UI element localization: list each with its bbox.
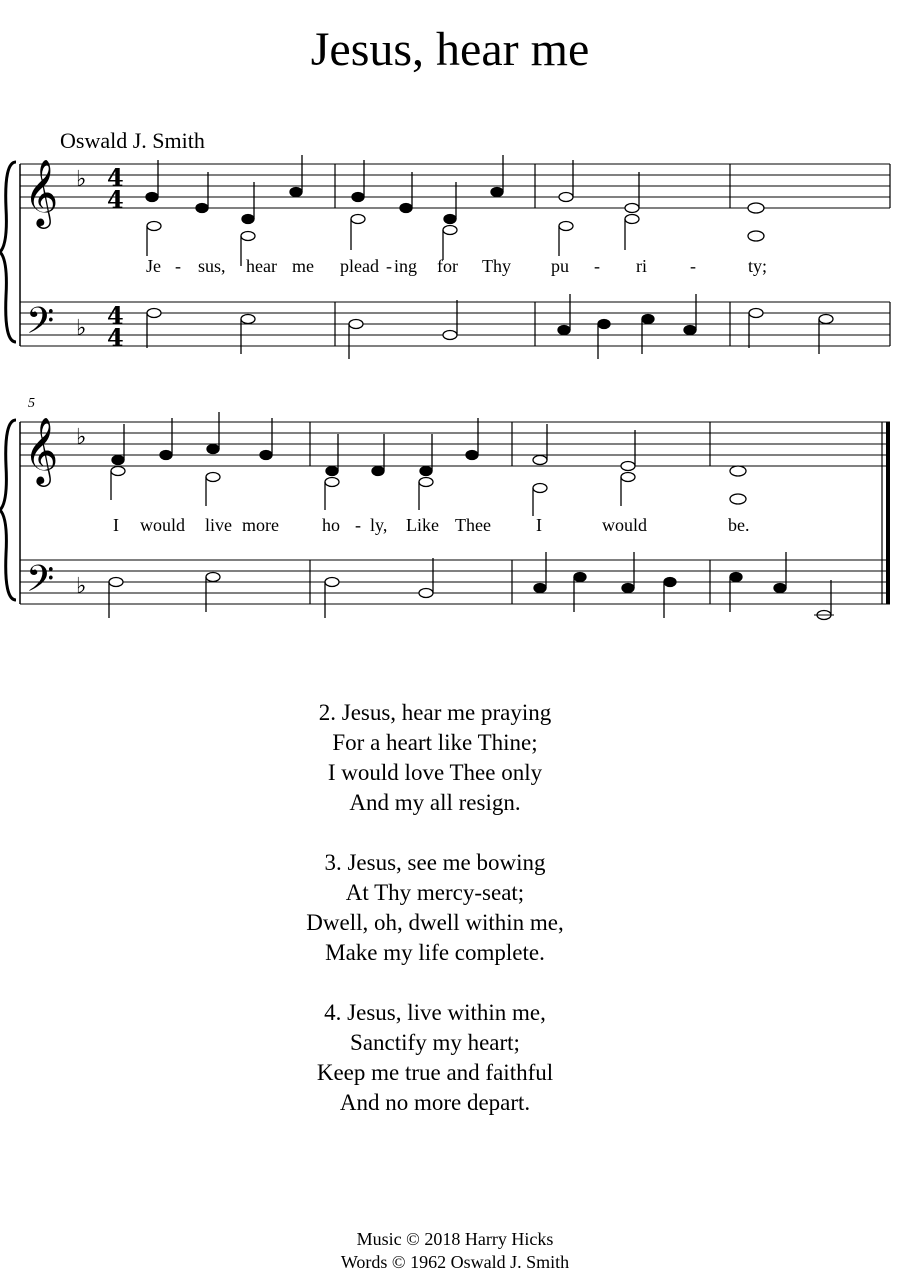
lyric-hyphen: - <box>386 256 392 276</box>
lyric-syllable: ri <box>636 256 647 276</box>
lyricist-credit: Oswald J. Smith <box>60 128 205 153</box>
bass-clef-icon: 𝄢 <box>26 558 55 609</box>
lyric-syllable: me <box>292 256 314 276</box>
lyric-syllable: Thee <box>455 515 491 535</box>
verse-line: Make my life complete. <box>325 940 545 965</box>
bass-notes <box>109 552 834 620</box>
verse-line: For a heart like Thine; <box>332 730 538 755</box>
lyric-syllable: ho <box>322 515 340 535</box>
lyric-syllable: more <box>242 515 279 535</box>
time-signature <box>107 163 124 352</box>
system-2 <box>0 412 890 620</box>
lyric-hyphen: - <box>594 256 600 276</box>
lyric-syllable: for <box>437 256 458 276</box>
treble-clef-icon: 𝄞 <box>24 158 59 226</box>
copyright-credits <box>0 1228 900 1274</box>
svg-text:4: 4 <box>107 301 124 330</box>
verse-line: 3. Jesus, see me bowing <box>324 850 546 875</box>
flat-icon: ♭ <box>76 425 87 450</box>
music-credit: Music © 2018 Harry Hicks <box>356 1229 554 1249</box>
lyric-syllable: sus, <box>198 256 226 276</box>
svg-text:4: 4 <box>107 163 124 192</box>
lyric-syllable: live <box>205 515 232 535</box>
lyric-hyphen: - <box>690 256 696 276</box>
bass-clef-icon: 𝄢 <box>26 300 55 351</box>
lyric-syllable: ing <box>394 256 418 276</box>
lyric-syllable: would <box>602 515 647 535</box>
svg-text:4: 4 <box>107 185 124 214</box>
system-1 <box>0 155 890 359</box>
verse-line: And no more depart. <box>339 1090 531 1115</box>
verse-line: Keep me true and faithful <box>316 1060 554 1085</box>
verse-line: 4. Jesus, live within me, <box>324 1000 546 1025</box>
lyric-syllable: ty; <box>748 256 768 276</box>
verse-2 <box>0 698 870 818</box>
verse-line: 2. Jesus, hear me praying <box>318 700 552 725</box>
bass-staff <box>20 560 890 604</box>
lyric-syllable: Like <box>406 515 439 535</box>
verse-3 <box>0 848 870 968</box>
lyric-syllable: would <box>140 515 185 535</box>
verses <box>0 698 870 1148</box>
song-title: Jesus, hear me <box>310 23 590 76</box>
barlines <box>335 164 890 346</box>
barlines <box>310 422 882 604</box>
brace <box>0 162 16 342</box>
lyric-syllable: Thy <box>482 256 511 276</box>
lyric-hyphen: - <box>175 256 181 276</box>
verse-line: Sanctify my heart; <box>350 1030 520 1055</box>
treble-notes <box>146 155 764 266</box>
verse-line: And my all resign. <box>349 790 521 815</box>
flat-icon: ♭ <box>76 167 87 192</box>
verse-4 <box>0 998 870 1118</box>
flat-icon: ♭ <box>76 574 87 599</box>
lyric-syllable: I <box>536 515 542 535</box>
verse-line: I would love Thee only <box>327 760 543 785</box>
lyric-syllable: Je <box>146 256 161 276</box>
svg-text:4: 4 <box>107 323 124 352</box>
verse-line: At Thy mercy-seat; <box>345 880 525 905</box>
lyric-hyphen: - <box>355 515 361 535</box>
lyric-syllable: I <box>113 515 119 535</box>
treble-clef-icon: 𝄞 <box>24 416 59 484</box>
words-credit: Words © 1962 Oswald J. Smith <box>340 1252 570 1272</box>
lyric-syllable: pu <box>551 256 569 276</box>
treble-notes <box>111 412 746 516</box>
lyrics-line-2 <box>113 515 750 535</box>
lyric-syllable: plead <box>340 256 379 276</box>
final-barline <box>886 422 890 604</box>
measure-number: 5 <box>28 396 35 411</box>
lyrics-line-1 <box>146 256 767 276</box>
lyric-syllable: hear <box>246 256 277 276</box>
brace <box>0 420 16 600</box>
lyric-syllable: be. <box>728 515 750 535</box>
verse-line: Dwell, oh, dwell within me, <box>306 910 564 935</box>
treble-staff <box>20 422 890 466</box>
flat-icon: ♭ <box>76 316 87 341</box>
lyric-syllable: ly, <box>370 515 388 535</box>
